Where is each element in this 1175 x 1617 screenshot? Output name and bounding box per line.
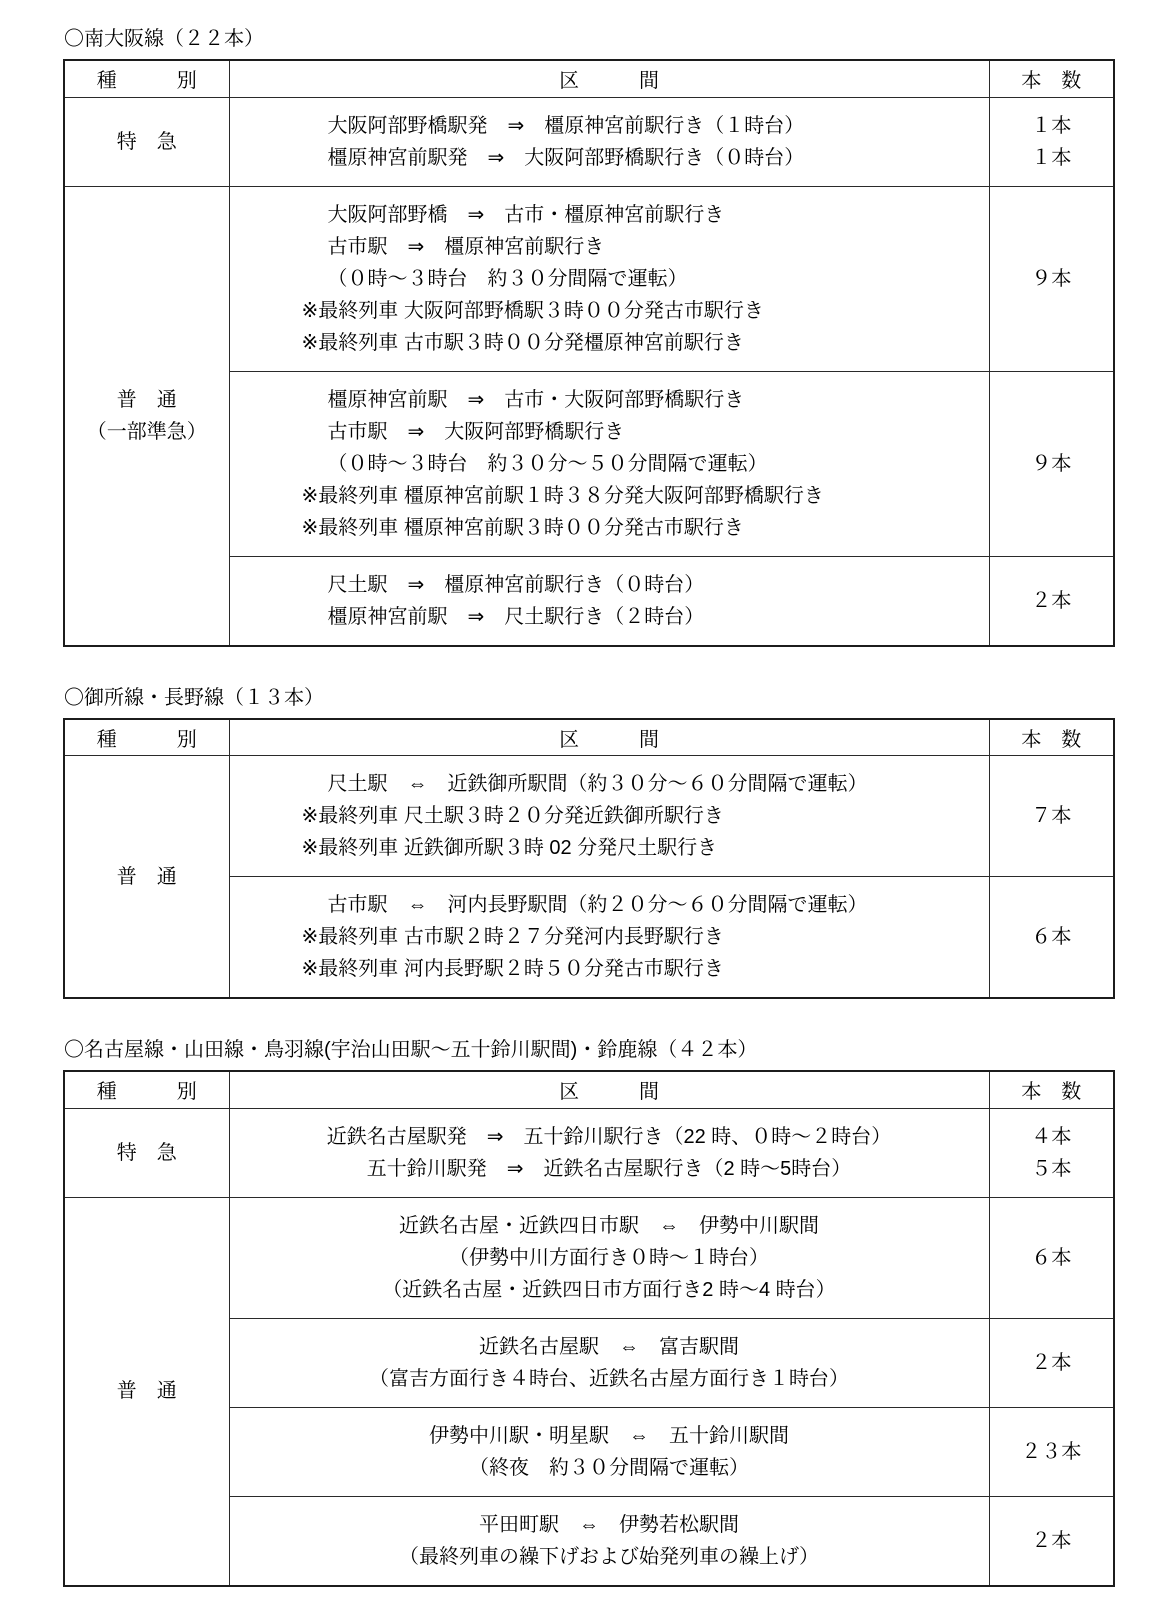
count-value: ６本 — [1031, 926, 1072, 948]
type-label: 普 通 — [116, 865, 177, 888]
route-line: 平田町駅 ⇔ 伊勢若松駅間 — [479, 1513, 739, 1536]
col-header-count: 本 数 — [989, 60, 1114, 97]
count-cell — [989, 1496, 1114, 1586]
type-label: 普 通 — [116, 1380, 177, 1402]
note-line: ※最終列車 河内長野駅２時５０分発古市駅行き — [301, 958, 724, 980]
route-line: （終夜 約３０分間隔で運転） — [469, 1456, 749, 1479]
count-value: ７本 — [1031, 805, 1072, 827]
route-line: 橿原神宮前駅 ⇒ 古市・大阪阿部野橋駅行き — [327, 388, 745, 411]
col-header-section: 区 間 — [229, 719, 989, 756]
count-value: １本 — [1031, 114, 1072, 137]
count-cell — [989, 877, 1114, 999]
route-line: 近鉄名古屋駅発 ⇒ 五十鈴川駅行き（22 時、０時～２時台） — [326, 1125, 892, 1148]
count-value: ６本 — [1031, 1246, 1072, 1269]
route-line: （近鉄名古屋・近鉄四日市方面行き2 時～4 時台） — [382, 1278, 836, 1301]
count-value: ２本 — [1031, 1529, 1072, 1552]
table-section — [63, 685, 1113, 1000]
route-line: 大阪阿部野橋 ⇒ 古市・橿原神宮前駅行き — [327, 203, 725, 226]
table-section — [63, 26, 1113, 647]
route-line: （０時～３時台 約３０分～５０分間隔で運転） — [327, 452, 768, 475]
train-timetable — [63, 718, 1115, 1000]
route-line: （富吉方面行き４時台、近鉄名古屋方面行き１時台） — [369, 1367, 849, 1390]
count-value: ２３本 — [1021, 1440, 1082, 1463]
type-cell — [64, 756, 229, 999]
count-cell — [989, 756, 1114, 877]
type-cell — [64, 1108, 229, 1197]
type-label: （一部準急） — [86, 420, 207, 443]
route-line: 尺土駅 ⇒ 橿原神宮前駅行き（０時台） — [327, 573, 705, 596]
type-label: 特 急 — [116, 1141, 177, 1164]
section-cell — [229, 756, 989, 877]
count-cell — [989, 556, 1114, 646]
col-header-section: 区 間 — [229, 1071, 989, 1108]
count-cell — [989, 186, 1114, 371]
section-cell — [229, 1197, 989, 1318]
table-row — [64, 186, 1114, 371]
route-line: 尺土駅 ⇔ 近鉄御所駅間（約３０分～６０分間隔で運転） — [327, 773, 868, 795]
count-cell — [989, 1108, 1114, 1197]
count-cell — [989, 1197, 1114, 1318]
route-line: 近鉄名古屋・近鉄四日市駅 ⇔ 伊勢中川駅間 — [399, 1214, 819, 1237]
count-cell — [989, 1407, 1114, 1496]
route-line: 橿原神宮前駅 ⇒ 尺土駅行き（２時台） — [327, 605, 705, 628]
note-line: ※最終列車 古市駅３時００分発橿原神宮前駅行き — [301, 331, 744, 354]
route-line: 大阪阿部野橋駅発 ⇒ 橿原神宮前駅行き（１時台） — [327, 114, 805, 137]
train-timetable — [63, 59, 1115, 647]
route-line: 古市駅 ⇔ 河内長野駅間（約２０分～６０分間隔で運転） — [327, 894, 868, 916]
note-line: ※最終列車 橿原神宮前駅１時３８分発大阪阿部野橋駅行き — [301, 484, 824, 507]
count-value: ２本 — [1031, 1351, 1072, 1374]
note-line: ※最終列車 尺土駅３時２０分発近鉄御所駅行き — [301, 805, 724, 827]
col-header-type: 種 別 — [64, 719, 229, 756]
col-header-count: 本 数 — [989, 719, 1114, 756]
section-cell — [229, 1108, 989, 1197]
table-row — [64, 97, 1114, 186]
route-line: 五十鈴川駅発 ⇒ 近鉄名古屋駅行き（2 時～5時台） — [366, 1157, 852, 1180]
col-header-type: 種 別 — [64, 1071, 229, 1108]
count-value: １本 — [1031, 146, 1072, 169]
route-line: 伊勢中川駅・明星駅 ⇔ 五十鈴川駅間 — [429, 1424, 789, 1447]
section-cell — [229, 1496, 989, 1586]
section-cell — [229, 186, 989, 371]
count-value: ９本 — [1031, 267, 1072, 290]
count-cell — [989, 371, 1114, 556]
type-label: 普 通 — [116, 388, 177, 411]
table-title: 〇名古屋線・山田線・鳥羽線(宇治山田駅～五十鈴川駅間)・鈴鹿線（４２本） — [64, 1039, 758, 1061]
count-cell — [989, 1318, 1114, 1407]
type-cell — [64, 186, 229, 646]
type-cell — [64, 97, 229, 186]
count-cell — [989, 97, 1114, 186]
train-timetable — [63, 1070, 1115, 1587]
section-cell — [229, 1407, 989, 1496]
col-header-section: 区 間 — [229, 60, 989, 97]
section-cell — [229, 556, 989, 646]
table-row — [64, 756, 1114, 877]
col-header-count: 本 数 — [989, 1071, 1114, 1108]
count-value: ９本 — [1031, 452, 1072, 475]
count-value: ５本 — [1031, 1157, 1072, 1180]
route-line: 近鉄名古屋駅 ⇔ 富吉駅間 — [479, 1335, 739, 1358]
table-row — [64, 1108, 1114, 1197]
section-cell — [229, 877, 989, 999]
type-label: 特 急 — [116, 130, 177, 153]
table-title: 〇南大阪線（２２本） — [64, 28, 264, 50]
count-value: ２本 — [1031, 589, 1072, 612]
route-line: 古市駅 ⇒ 大阪阿部野橋駅行き — [327, 420, 625, 443]
note-line: ※最終列車 古市駅２時２７分発河内長野駅行き — [301, 926, 724, 948]
section-cell — [229, 1318, 989, 1407]
section-cell — [229, 97, 989, 186]
table-section — [63, 1037, 1113, 1587]
route-line: （最終列車の繰下げおよび始発列車の繰上げ） — [399, 1545, 819, 1568]
route-line: 古市駅 ⇒ 橿原神宮前駅行き — [327, 235, 605, 258]
count-value: ４本 — [1031, 1125, 1072, 1148]
route-line: 橿原神宮前駅発 ⇒ 大阪阿部野橋駅行き（０時台） — [327, 146, 805, 169]
route-line: （０時～３時台 約３０分間隔で運転） — [327, 267, 688, 290]
type-cell — [64, 1197, 229, 1586]
table-title: 〇御所線・長野線（１３本） — [64, 686, 324, 709]
note-line: ※最終列車 大阪阿部野橋駅３時００分発古市駅行き — [301, 299, 764, 322]
section-cell — [229, 371, 989, 556]
note-line: ※最終列車 近鉄御所駅３時 02 分発尺土駅行き — [301, 837, 718, 859]
col-header-type: 種 別 — [64, 60, 229, 97]
route-line: （伊勢中川方面行き０時～１時台） — [449, 1246, 769, 1269]
note-line: ※最終列車 橿原神宮前駅３時００分発古市駅行き — [301, 516, 744, 539]
table-row — [64, 1197, 1114, 1318]
